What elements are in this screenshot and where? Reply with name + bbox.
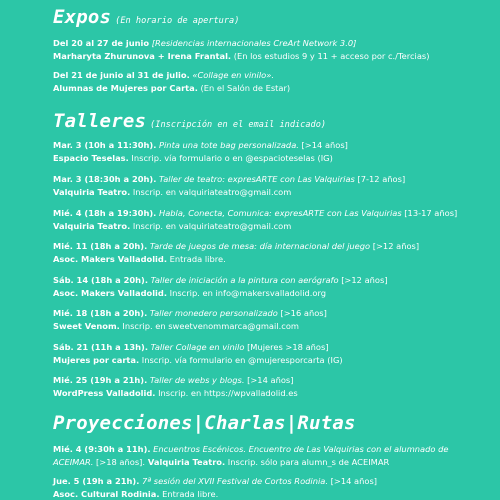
- talleres-title: Talleres: [53, 110, 147, 132]
- workshop-organizer: Espacio Teselas.: [53, 152, 129, 163]
- workshop-organizer: Valquiria Teatro.: [53, 186, 131, 197]
- proyecciones-title: Proyecciones|Charlas|Rutas: [53, 412, 356, 434]
- workshop-entry: [53, 139, 493, 164]
- expo-artists: Marharyta Zhurunova + Irena Frantal.: [53, 50, 232, 61]
- workshop-info: Inscrip. en https://wpvalladolid.es: [155, 387, 298, 398]
- event-entry: [53, 443, 493, 468]
- workshop-age: [>14 años]: [244, 375, 294, 385]
- workshop-title: Tarde de juegos de mesa: día internacional del juego: [147, 241, 371, 251]
- workshop-organizer: WordPress Valladolid.: [53, 387, 156, 398]
- expo-date: Del 20 al 27 de junio: [53, 38, 150, 48]
- workshop-info: Inscrip. vía formulario en @mujeresporcarta (IG): [139, 354, 343, 365]
- workshop-title: Taller Collage en vinilo: [148, 342, 245, 352]
- talleres-heading: [53, 110, 326, 132]
- workshop-age: [>16 años]: [277, 308, 327, 318]
- expo-date: Del 21 de junio al 31 de julio.: [53, 70, 190, 80]
- workshop-age: [>12 años]: [338, 275, 388, 285]
- expos-heading: [53, 6, 239, 28]
- expo-entry: [53, 37, 493, 62]
- workshop-title: Taller de teatro: expresARTE con Las Valquirias: [156, 174, 355, 184]
- workshop-age: [7-12 años]: [354, 174, 406, 184]
- workshop-entry: [53, 173, 493, 198]
- workshop-entry: [53, 240, 493, 265]
- workshop-title: Taller monedero personalizado: [147, 308, 278, 318]
- workshop-organizer: Valquiria Teatro.: [53, 220, 131, 231]
- event-info: Inscrip. sólo para alumn_s de ACEIMAR: [225, 456, 390, 467]
- workshop-organizer: Asoc. Makers Valladolid.: [53, 253, 167, 264]
- workshop-when: Sáb. 14 (18h a 20h).: [53, 275, 149, 285]
- expo-title: «Collage en vinilo».: [189, 70, 274, 80]
- expo-entry: [53, 69, 493, 94]
- event-organizer: Asoc. Cultural Rodinia.: [53, 488, 160, 499]
- event-when: Jue. 5 (19h a 21h).: [53, 476, 140, 486]
- event-title-cont: ACEIMAR.: [53, 456, 94, 467]
- expo-location: (En el Salón de Estar): [197, 82, 291, 93]
- workshop-when: Mié. 11 (18h a 20h).: [53, 241, 148, 251]
- talleres-note: (Inscripción en el email indicado): [150, 120, 327, 130]
- event-info: Entrada libre.: [159, 488, 219, 499]
- workshop-age: [>14 años]: [298, 140, 348, 150]
- workshop-age: [13-17 años]: [401, 208, 458, 218]
- expos-note: (En horario de apertura): [115, 16, 240, 26]
- workshop-when: Mié. 25 (19h a 21h).: [53, 375, 148, 385]
- event-entry: [53, 475, 493, 500]
- workshop-info: Inscrip. en valquiriateatro@gmail.com: [130, 186, 292, 197]
- workshop-title: Habla, Conecta, Comunica: expresARTE con Las Valquirias: [156, 208, 402, 218]
- workshop-entry: [53, 341, 493, 366]
- workshop-organizer: Asoc. Makers Valladolid.: [53, 287, 167, 298]
- event-title: Encuentros Escénicos. Encuentro de Las Valquirias con el alumnado de: [150, 444, 449, 454]
- event-age: [>14 años]: [328, 476, 378, 486]
- event-organizer: Valquiria Teatro.: [145, 456, 226, 467]
- event-age: [>18 años].: [93, 456, 146, 467]
- workshop-info: Inscrip. vía formulario o en @espacioteselas (IG): [128, 152, 333, 163]
- workshop-info: Inscrip. en sweetvenommarca@gmail.com: [119, 320, 299, 331]
- workshop-when: Mié. 4 (18h a 19:30h).: [53, 208, 157, 218]
- workshop-info: Inscrip. en valquiriateatro@gmail.com: [130, 220, 292, 231]
- expo-title: [Residencias internacionales CreArt Network 3.0]: [149, 38, 357, 48]
- workshop-info: Entrada libre.: [167, 253, 226, 264]
- workshop-entry: [53, 274, 493, 299]
- workshop-when: Mar. 3 (10h a 11:30h).: [53, 140, 157, 150]
- workshop-when: Mié. 18 (18h a 20h).: [53, 308, 148, 318]
- workshop-age: [>12 años]: [370, 241, 420, 251]
- workshop-title: Taller de iniciación a la pintura con aerógrafo: [148, 275, 339, 285]
- expo-artists: Alumnas de Mujeres por Carta.: [53, 82, 198, 93]
- expo-location: (En los estudios 9 y 11 + acceso por c./Tercias): [231, 50, 430, 61]
- event-title: 7ª sesión del XVII Festival de Cortos Rodinia.: [139, 476, 329, 486]
- workshop-info: Inscrip. en info@makersvalladolid.org: [167, 287, 327, 298]
- event-when: Mié. 4 (9:30h a 11h).: [53, 444, 151, 454]
- workshop-when: Sáb. 21 (11h a 13h).: [53, 342, 149, 352]
- workshop-age: [Mujeres >18 años]: [244, 342, 329, 352]
- expos-title: Expos: [53, 6, 112, 28]
- workshop-entry: [53, 207, 493, 232]
- workshop-title: Taller de webs y blogs.: [147, 375, 245, 385]
- workshop-title: Pinta una tote bag personalizada.: [156, 140, 299, 150]
- proyecciones-heading: [53, 412, 356, 434]
- workshop-organizer: Sweet Venom.: [53, 320, 120, 331]
- workshop-entry: [53, 307, 493, 332]
- workshop-entry: [53, 374, 493, 399]
- workshop-organizer: Mujeres por carta.: [53, 354, 140, 365]
- workshop-when: Mar. 3 (18:30h a 20h).: [53, 174, 157, 184]
